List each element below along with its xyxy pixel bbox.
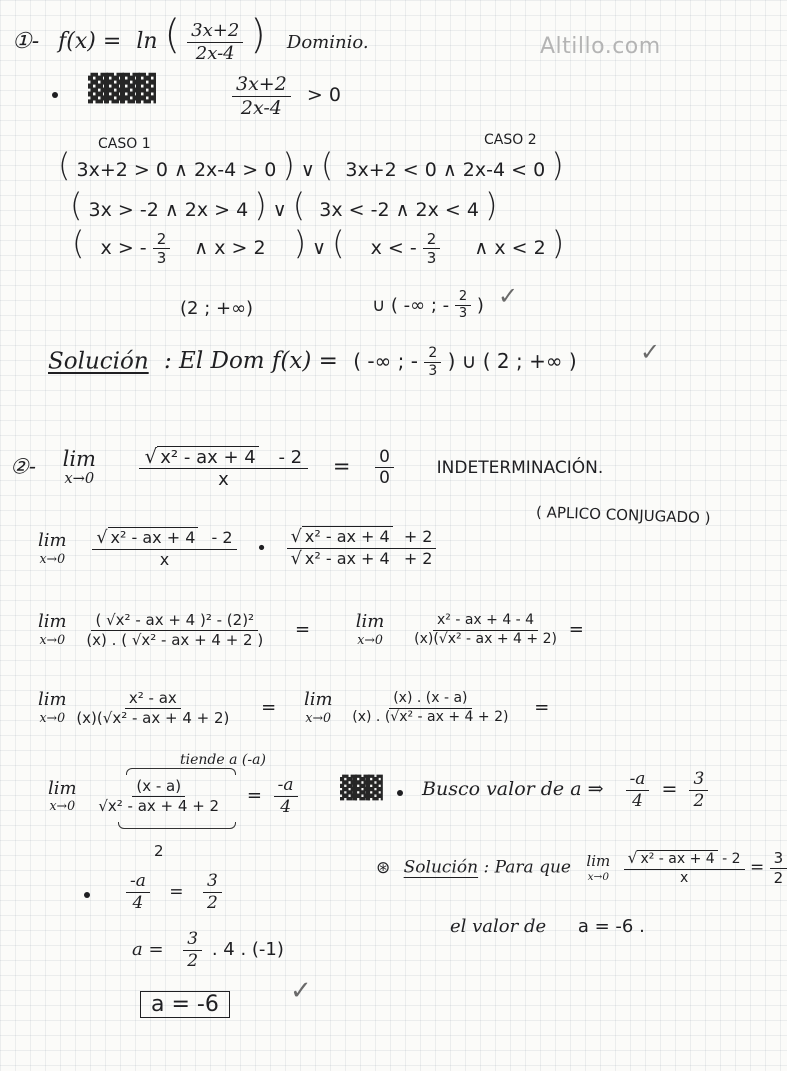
fraction-numerator: 2: [153, 231, 171, 250]
case-row-2-left: 3x > -2 ∧ 2x > 4: [88, 199, 249, 221]
problem-1-header: [12, 12, 369, 63]
star-bullet-icon: ⊛: [376, 857, 391, 878]
equation-2-left: a =: [132, 939, 164, 961]
case-row-1-left: 3x+2 > 0 ∧ 2x-4 > 0: [76, 159, 277, 181]
radicand: x² - ax + 4: [108, 527, 199, 547]
step-1: lim x→0 $\frac{\text{√ x² - ax + 4 - 2}}{x}$ • $\frac{\text{√ x² - ax + 4 + 2}}{\text{√ x² - ax + 4 + 2}}$: [38, 528, 436, 570]
solution-2-text: : Para que: [483, 857, 571, 878]
lim-symbol: lim: [38, 530, 67, 552]
times-dot: •: [256, 537, 267, 559]
step-4: [48, 776, 298, 816]
lim-subscript: x→0: [39, 550, 66, 566]
caso-2-label: CASO 2: [484, 132, 537, 148]
union-symbol: ∨: [272, 199, 287, 221]
solution-2-value: a = -6 .: [577, 916, 645, 937]
case-row-1-right: 3x+2 < 0 ∧ 2x-4 < 0: [345, 159, 546, 181]
lim-symbol: lim: [586, 852, 611, 871]
crossed-out-scribble: ▓▓▓▓: [88, 74, 152, 104]
lim-symbol: lim: [355, 611, 385, 633]
top-brace: [126, 768, 236, 775]
step-4-numerator: (x - a): [132, 778, 185, 797]
zero-numerator: 0: [375, 448, 394, 469]
solution-label: Solución: [48, 348, 149, 375]
solution-1-interval-a: ( -∞ ; -: [353, 349, 418, 374]
fraction-numerator: 3: [770, 850, 787, 869]
radicand: x² - ax + 4: [302, 548, 393, 568]
step-1-denominator: x: [159, 550, 170, 570]
equals-sign: =: [294, 619, 311, 640]
log-argument-fraction: [187, 21, 243, 64]
paren-close: ): [250, 12, 266, 58]
inequality-relation: > 0: [306, 84, 341, 107]
fraction-denominator: 4: [632, 790, 643, 811]
fraction-denominator: 4: [132, 892, 144, 913]
checkmark-icon: ✓: [640, 338, 661, 366]
bullet-dot: [52, 92, 58, 98]
equation-2: [132, 930, 284, 970]
step-4-denominator: √x² - ax + 4 + 2: [98, 796, 220, 815]
union-symbol: ∨: [312, 237, 327, 259]
zero-denominator: 0: [379, 468, 390, 489]
step-4-result-denominator: 4: [280, 796, 292, 817]
equals-sign: =: [568, 619, 584, 640]
step-2-right-numerator: x² - ax + 4 - 4: [433, 613, 538, 630]
brace-value: 2: [154, 842, 164, 860]
plus-two: + 2: [403, 549, 433, 569]
solution-1: [48, 346, 577, 380]
step-3: [38, 690, 549, 726]
lim-subscript: x→0: [39, 710, 66, 726]
fraction-denominator: 2: [773, 868, 784, 887]
fraction-numerator: 3: [183, 930, 202, 951]
crossed-out-scribble: ▓▓▓: [340, 776, 379, 801]
fraction-denominator: 3: [428, 363, 438, 380]
step-2-right-denominator: (x)(√x² - ax + 4 + 2): [414, 630, 557, 647]
lim-subscript: x→0: [64, 470, 95, 488]
bullet-dot: [84, 892, 90, 898]
problem-2-number: ②-: [10, 454, 36, 479]
lim-subscript: x→0: [305, 710, 332, 726]
radicand: x² - ax + 4: [302, 526, 393, 546]
fraction-denominator: 3: [426, 249, 437, 267]
fraction-denominator: 3: [458, 306, 468, 322]
case-row-2: ( 3x > -2 ∧ 2x > 4 ) ∨ ( 3x < -2 ∧ 2x < 4 ): [70, 186, 498, 224]
plus-two: + 2: [403, 527, 433, 546]
equals-sign: =: [246, 785, 262, 807]
fraction-numerator: 3: [689, 770, 708, 791]
interval-case-2: [372, 290, 484, 322]
fraction-denominator: 2: [187, 950, 199, 971]
case-row-3: ( x > - $\frac{2}{3}$ ∧ x > 2 ) ∨ ( x < - $\frac{2}{3}$ ∧ x < 2 ): [72, 224, 565, 267]
fraction-numerator: 2: [423, 231, 441, 250]
equation-1: [126, 872, 222, 912]
caso-1-label: CASO 1: [98, 136, 151, 152]
equals-sign: =: [534, 697, 550, 718]
fraction-denominator: 2: [206, 892, 218, 913]
equals-sign: =: [332, 454, 351, 479]
union-symbol: ∨: [300, 159, 315, 181]
fraction-numerator: 3: [203, 872, 222, 893]
lim-symbol: lim: [38, 611, 67, 633]
radicand: x² - ax + 4: [637, 850, 717, 867]
domain-inequality: [232, 74, 341, 119]
lim-subscript: x→0: [39, 632, 66, 648]
interval-case-2-start: ∪ ( -∞ ; -: [372, 294, 450, 316]
case-row-3-b: ∧ x > 2: [194, 237, 266, 259]
solution-1-interval-b: ) ∪ ( 2 ; +∞ ): [447, 349, 577, 374]
bottom-brace: [118, 822, 236, 829]
minus-two: - 2: [278, 447, 303, 468]
lim-subscript: x→0: [357, 632, 383, 648]
inequality-numerator: 3x+2: [232, 74, 291, 97]
step-2-denominator: (x) . ( √x² - ax + 4 + 2 ): [86, 630, 264, 649]
busco-valor-text: Busco valor de a ⇒: [422, 778, 604, 801]
interval-case-2-end: ): [476, 294, 484, 316]
interval-case-1: (2 ; +∞): [180, 298, 254, 319]
solution-2-denominator: x: [679, 869, 689, 886]
function-name: f(x) =: [58, 29, 122, 54]
step-2-numerator: ( √x² - ax + 4 )² - (2)²: [91, 612, 258, 631]
lim-symbol: lim: [48, 777, 77, 799]
final-answer: a = -6: [140, 991, 230, 1018]
checkmark-icon: ✓: [290, 976, 312, 1006]
log-argument-numerator: 3x+2: [187, 21, 243, 43]
lim-subscript: x→0: [49, 798, 76, 814]
solution-2-line-2-text: el valor de: [450, 916, 547, 937]
problem-1-number: ①-: [12, 29, 40, 54]
lim-symbol: lim: [38, 689, 67, 711]
watermark-logo: Altillo.com: [540, 34, 661, 59]
limit-denominator: x: [218, 468, 229, 490]
fraction-denominator: 3: [156, 249, 167, 267]
indeterminacion-label: INDETERMINACIÓN.: [436, 458, 604, 479]
lim-symbol: lim: [62, 447, 96, 472]
step-3-right-numerator: (x) . (x - a): [389, 691, 471, 708]
lim-symbol: lim: [303, 689, 333, 711]
final-answer-box: [140, 992, 230, 1017]
equation-2-right: . 4 . (-1): [211, 939, 284, 961]
dominio-label: Dominio.: [286, 32, 369, 53]
equals-sign: =: [661, 778, 678, 801]
aplico-conjugado-note: ( APLICO CONJUGADO ): [535, 502, 711, 528]
solution-1-text: : El Dom f(x) =: [163, 348, 338, 375]
case-row-3-c: x < -: [370, 237, 417, 259]
bullet-dot: [397, 790, 403, 796]
case-row-3-d: ∧ x < 2: [474, 237, 546, 259]
case-row-1: ( 3x+2 > 0 ∧ 2x-4 > 0 ) ∨ ( 3x+2 < 0 ∧ 2x-4 < 0 ): [58, 146, 564, 184]
step-3-right-denominator: (x) . (√x² - ax + 4 + 2): [352, 708, 509, 725]
problem-2-header: ②- lim x→0 $\frac{\text{√ x² - ax + 4 - 2}}{x}$ = $\frac{0}{0}$ INDETERMINACIÓN.: [10, 445, 604, 490]
case-row-2-right: 3x < -2 ∧ 2x < 4: [319, 199, 479, 221]
busco-valor: [422, 770, 708, 810]
fraction-numerator: 2: [424, 346, 441, 363]
checkmark-icon: ✓: [498, 282, 519, 310]
minus-two: - 2: [211, 527, 233, 547]
step-3-numerator: x² - ax: [125, 690, 181, 709]
solution-2-line-2: [450, 916, 645, 937]
tiende-annotation: tiende a (-a): [180, 752, 266, 768]
inequality-denominator: 2x-4: [240, 96, 282, 119]
fraction-numerator: -a: [626, 770, 650, 791]
step-3-denominator: (x)(√x² - ax + 4 + 2): [76, 708, 230, 727]
log-argument-denominator: 2x-4: [195, 42, 235, 64]
case-row-3-a: x > -: [100, 237, 147, 259]
fraction-numerator: 2: [455, 290, 471, 306]
step-2: [38, 612, 584, 648]
equals-sign: =: [169, 881, 184, 902]
paren-open: (: [164, 12, 181, 58]
fraction-numerator: -a: [126, 872, 150, 893]
solution-2: ⊛ Solución : Para que lim x→0 $\frac{\text{√ x² - ax + 4 - 2}}{x}$ = $\frac{3}{2}$: [376, 850, 787, 886]
fraction-denominator: 2: [693, 790, 705, 811]
step-4-result-numerator: -a: [274, 776, 298, 797]
solution-label: Solución: [403, 857, 479, 878]
radicand: x² - ax + 4: [157, 446, 258, 468]
ln-symbol: ln: [136, 29, 158, 54]
equals-sign: =: [261, 697, 277, 718]
lim-subscript: x→0: [587, 870, 609, 883]
minus-two: - 2: [722, 851, 741, 868]
